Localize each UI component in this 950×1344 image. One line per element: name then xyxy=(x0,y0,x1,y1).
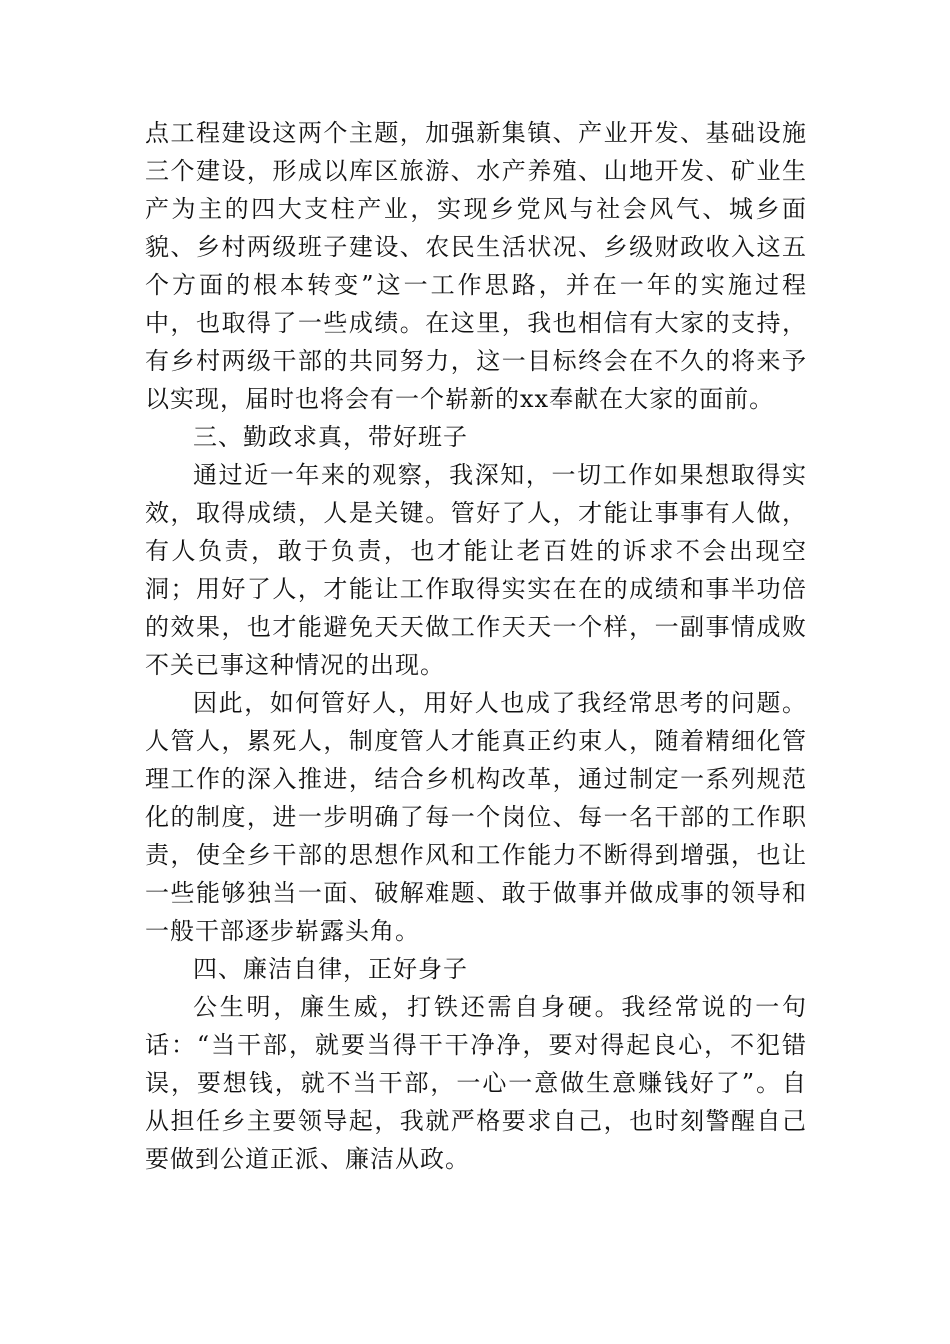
paragraph-continuation: 点工程建设这两个主题，加强新集镇、产业开发、基础设施三个建设，形成以库区旅游、水产养殖、山地开发、矿业生产为主的四大支柱产业，实现乡党风与社会风气、城乡面貌、乡村两级班子建设、农民生活状况、乡级财政收入这五个方面的根本转变”这一工作思路，并在一年的实施过程中，也取得了一些成绩。在这里，我也相信有大家的支持，有乡村两级干部的共同努力，这一目标终会在不久的将来予以实现，届时也将会有一个崭新的xx奉献在大家的面前。 xyxy=(145,119,807,413)
paragraph: 公生明，廉生威，打铁还需自身硬。我经常说的一句话：“当干部，就要当得干干净净，要对得起良心，不犯错误，要想钱，就不当干部，一心一意做生意赚钱好了”。自从担任乡主要领导起，我就严格要求自己，也时刻警醒自己要做到公道正派、廉洁从政。 xyxy=(145,993,807,1173)
paragraph: 因此，如何管好人，用好人也成了我经常思考的问题。人管人，累死人，制度管人才能真正约束人，随着精细化管理工作的深入推进，结合乡机构改革，通过制定一系列规范化的制度，进一步明确了每一个岗位、每一名干部的工作职责，使全乡干部的思想作风和工作能力不断得到增强，也让一些能够独当一面、破解难题、敢于做事并做成事的领导和一般干部逐步崭露头角。 xyxy=(145,689,807,945)
section-heading-3: 三、勤政求真，带好班子 xyxy=(193,423,468,451)
document-body xyxy=(145,114,807,1178)
section-heading-4: 四、廉洁自律，正好身子 xyxy=(193,955,468,983)
paragraph: 通过近一年来的观察，我深知，一切工作如果想取得实效，取得成绩，人是关键。管好了人，才能让事事有人做，有人负责，敢于负责，也才能让老百姓的诉求不会出现空洞；用好了人，才能让工作取得实实在在的成绩和事半功倍的效果，也才能避免天天做工作天天一个样，一副事情成败不关已事这种情况的出现。 xyxy=(145,461,807,679)
